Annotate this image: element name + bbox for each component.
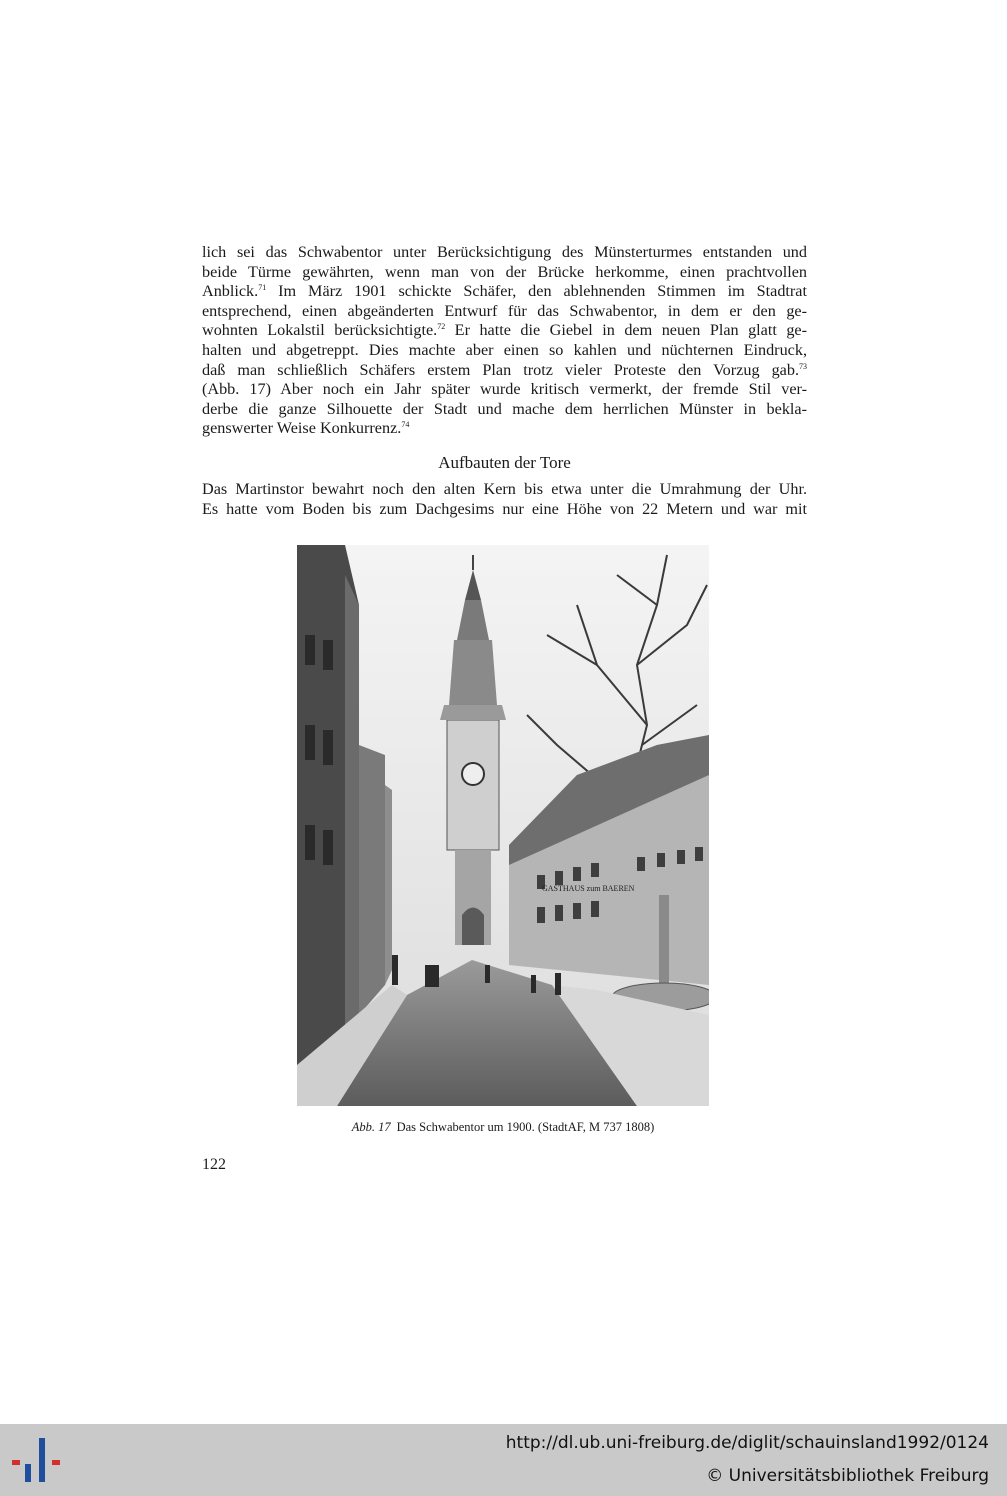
text-line: wohnten Lokalstil berücksichtigte.$^{72}$ Er hatte die Giebel in dem neuen Plan glatt ge- [202, 321, 807, 340]
footnote-ref[interactable]: 74 [401, 420, 410, 430]
text-line: genswerter Weise Konkurrenz.$^{74}$ [202, 419, 410, 438]
paragraph-2 [202, 480, 807, 519]
figure-photo-schwabentor [297, 545, 709, 1106]
text-line: Es hatte vom Boden bis zum Dachgesims nur eine Höhe von 22 Metern und war mit [202, 499, 807, 518]
text-line: Anblick.$^{71}$ Im März 1901 schickte Schäfer, den ablehnenden Stimmen im Stadtrat [202, 282, 807, 301]
footnote-ref[interactable]: 73 [799, 361, 807, 371]
footer-copyright: © Universitätsbibliothek Freiburg [706, 1466, 989, 1486]
sign-gasthaus: GASTHAUS zum BAEREN [542, 884, 635, 893]
text-line: Das Martinstor bewahrt noch den alten Kern bis etwa unter die Umrahmung der Uhr. [202, 480, 807, 498]
text-line: halten und abgetreppt. Dies machte aber einen so kahlen und nüchternen Eindruck, [202, 340, 807, 359]
section-heading: Aufbauten der Tore [438, 453, 571, 472]
text-line: lich sei das Schwabentor unter Berücksichtigung des Münsterturmes entstanden und [202, 243, 807, 261]
text-line: daß man schließlich Schäfers erstem Plan trotz vieler Proteste den Vorzug gab.$^{73}$ [202, 360, 807, 379]
text-line: (Abb. 17) Aber noch ein Jahr später wurde kritisch vermerkt, der fremde Stil ver- [202, 380, 807, 399]
clock-icon [462, 763, 484, 785]
footnote-ref[interactable]: 72 [437, 322, 446, 332]
footer-bar [0, 1424, 1007, 1496]
ub-freiburg-logo-icon [12, 1438, 64, 1484]
text-line: entsprechend, einen abgeänderten Entwurf für das Schwabentor, in dem er den ge- [202, 301, 807, 320]
text-line: derbe die ganze Silhouette der Stadt und mache dem herrlichen Münster in bekla- [202, 399, 807, 418]
footer-url-link[interactable]: http://dl.ub.uni-freiburg.de/diglit/schauinsland1992/0124 [505, 1433, 989, 1453]
footnote-ref[interactable]: 71 [258, 283, 267, 293]
street-photo-illustration [297, 545, 709, 1106]
figure-label: Abb. 17 [351, 1120, 391, 1134]
caption-text: Das Schwabentor um 1900. (StadtAF, M 737 1808) [396, 1120, 655, 1134]
paragraph-1 [202, 243, 807, 439]
figure-caption [297, 1119, 709, 1135]
text-line: beide Türme gewährten, wenn man von der Brücke herkomme, einen prachtvollen [202, 262, 807, 281]
page-number: 122 [202, 1156, 226, 1173]
